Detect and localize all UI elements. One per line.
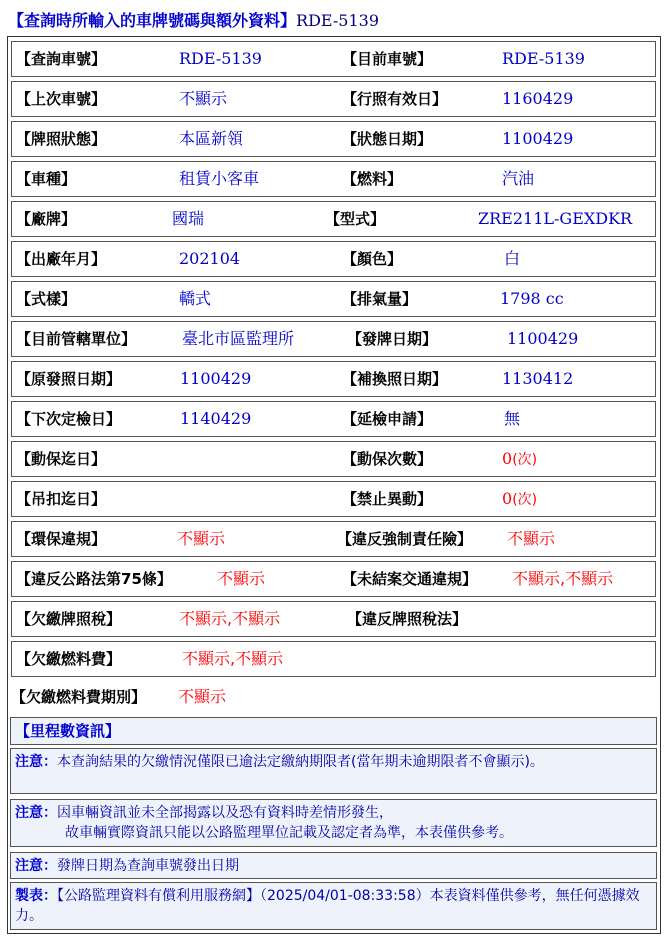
note-2-text: 因車輛資訊並未全部揭露以及恐有資料時差情形發生，	[57, 805, 393, 821]
value-inspection-extension: 無	[504, 409, 521, 428]
label-manufacture-date: 【出廠年月】	[16, 250, 107, 268]
row-fuel-fee-category	[11, 683, 656, 711]
footer-text: 【公路監理資料有償利用服務網】（2025/04/01-08:33:58）本表資料僅供參考，無任何憑據效力。	[15, 888, 640, 924]
value-vehicle-type: 租賃小客車	[179, 169, 260, 188]
value-previous-plate: 不顯示	[179, 89, 228, 108]
mileage-title: 【里程數資訊】	[15, 722, 121, 740]
label-vehicle-type: 【車種】	[16, 170, 77, 188]
label-inspection-extension: 【延檢申請】	[342, 410, 433, 428]
label-reissue-date: 【補換照日期】	[342, 370, 448, 388]
note-3-head: 注意：	[15, 858, 57, 874]
row-query-plate	[11, 41, 656, 77]
label-unsettled-violations: 【未結案交通違規】	[342, 570, 478, 588]
note-1-head: 注意：	[15, 754, 57, 770]
mileage-section	[10, 717, 657, 745]
row-original-license-date	[11, 361, 656, 397]
label-unpaid-license-tax: 【欠繳牌照稅】	[16, 610, 122, 628]
value-jurisdiction: 臺北市區監理所	[182, 329, 295, 348]
label-previous-plate: 【上次車號】	[16, 90, 107, 108]
label-issue-date: 【發牌日期】	[347, 330, 438, 348]
label-fuel-fee-category: 【欠繳燃料費期別】	[11, 688, 147, 706]
value-transfer-prohibition: 0(次)	[502, 489, 538, 508]
value-reissue-date: 1130412	[502, 369, 574, 388]
value-model: ZRE211L-GEXDKR	[478, 209, 633, 228]
label-query-plate: 【查詢車號】	[16, 50, 107, 68]
note-3	[10, 852, 657, 879]
value-unpaid-fuel-fee: 不顯示,不顯示	[182, 649, 284, 668]
note-1	[10, 748, 657, 794]
row-environmental-violation	[11, 521, 656, 557]
note-1-text: 本查詢結果的欠繳情況僅限已逾法定繳納期限者(當年期未逾期限者不會顯示)。	[57, 754, 544, 770]
row-previous-plate	[11, 81, 656, 117]
value-unsettled-violations: 不顯示,不顯示	[512, 569, 614, 588]
row-suspension	[11, 481, 656, 517]
value-brand: 國瑞	[172, 209, 205, 228]
value-original-license-date: 1100429	[180, 369, 252, 388]
label-original-license-date: 【原發照日期】	[16, 370, 122, 388]
value-status-date: 1100429	[502, 129, 574, 148]
value-issue-date: 1100429	[507, 329, 579, 348]
row-plate-status	[11, 121, 656, 157]
value-chattel-mortgage-count: 0(次)	[502, 449, 538, 468]
label-license-valid: 【行照有效日】	[342, 90, 448, 108]
value-displacement: 1798 cc	[500, 289, 564, 308]
note-2	[10, 799, 657, 847]
value-fuel-fee-category: 不顯示	[178, 687, 227, 706]
row-vehicle-type	[11, 161, 656, 197]
row-fuel-fee	[11, 641, 656, 677]
footer	[10, 882, 657, 930]
value-body-style: 轎式	[179, 289, 212, 308]
value-color: 白	[504, 249, 521, 268]
label-displacement: 【排氣量】	[342, 290, 418, 308]
value-next-inspection: 1140429	[180, 409, 252, 428]
label-chattel-mortgage-count: 【動保次數】	[342, 450, 433, 468]
row-brand	[11, 201, 656, 237]
label-jurisdiction: 【目前管轄單位】	[16, 330, 137, 348]
value-fuel: 汽油	[502, 169, 535, 188]
label-environmental-violation: 【環保違規】	[16, 530, 107, 548]
label-transfer-prohibition: 【禁止異動】	[342, 490, 433, 508]
row-body-style	[11, 281, 656, 317]
title-plate: RDE-5139	[296, 11, 379, 30]
row-license-tax	[11, 601, 656, 637]
row-next-inspection	[11, 401, 656, 437]
value-query-plate: RDE-5139	[179, 49, 262, 68]
title-text: 【查詢時所輸入的車牌號碼與額外資料】	[8, 11, 297, 30]
value-license-valid: 1160429	[502, 89, 574, 108]
row-highway-act-violation	[11, 561, 656, 597]
note-2-head: 注意：	[15, 805, 57, 821]
value-unpaid-license-tax: 不顯示,不顯示	[179, 609, 281, 628]
label-suspension-end: 【吊扣迄日】	[16, 490, 107, 508]
value-manufacture-date: 202104	[179, 249, 241, 268]
note-2-text-continued: 故車輛實際資訊只能以公路監理單位記載及認定者為準，本表僅供參考。	[65, 825, 513, 841]
label-current-plate: 【目前車號】	[342, 50, 433, 68]
label-chattel-mortgage-end: 【動保迄日】	[16, 450, 107, 468]
label-brand: 【廠牌】	[16, 210, 77, 228]
value-current-plate: RDE-5139	[502, 49, 585, 68]
row-jurisdiction	[11, 321, 656, 357]
value-insurance-violation: 不顯示	[507, 529, 556, 548]
label-license-tax-violation: 【違反牌照稅法】	[347, 610, 468, 628]
label-body-style: 【式樣】	[16, 290, 77, 308]
label-highway-act-violation: 【違反公路法第75條】	[16, 570, 172, 588]
footer-head: 製表：	[15, 888, 57, 904]
row-manufacture-date	[11, 241, 656, 277]
note-3-text: 發牌日期為查詢車號發出日期	[57, 858, 239, 874]
value-plate-status: 本區新領	[179, 129, 244, 148]
label-next-inspection: 【下次定檢日】	[16, 410, 122, 428]
value-highway-act-violation: 不顯示	[217, 569, 266, 588]
label-status-date: 【狀態日期】	[342, 130, 433, 148]
value-environmental-violation: 不顯示	[177, 529, 226, 548]
label-insurance-violation: 【違反強制責任險】	[337, 530, 473, 548]
page-title	[8, 6, 660, 36]
label-unpaid-fuel-fee: 【欠繳燃料費】	[16, 650, 122, 668]
label-color: 【顏色】	[342, 250, 403, 268]
label-fuel: 【燃料】	[342, 170, 403, 188]
label-model: 【型式】	[325, 210, 386, 228]
row-chattel-mortgage	[11, 441, 656, 477]
label-plate-status: 【牌照狀態】	[16, 130, 107, 148]
